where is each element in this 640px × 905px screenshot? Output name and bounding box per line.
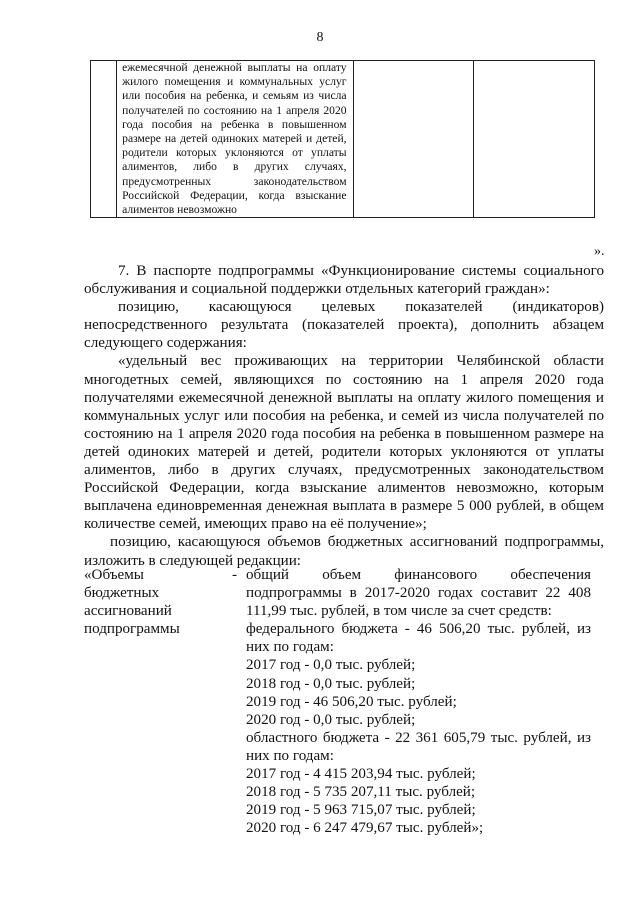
document-body <box>84 262 604 570</box>
paragraph-indicators: позицию, касающуюся целевых показателей (индикаторов) непосредственного результата (показателей проекта), дополнить абзацем следующего содержания: <box>84 299 604 352</box>
allocation-line: 2017 год - 4 415 203,94 тыс. рублей; <box>246 766 476 783</box>
allocation-dash: - <box>232 567 238 583</box>
table-cell-empty <box>353 61 474 218</box>
table-cell-description <box>117 61 353 218</box>
allocation-line: 2017 год - 0,0 тыс. рублей; <box>246 657 416 674</box>
table-cell-empty <box>474 61 595 218</box>
paragraph-item-7: 7. В паспорте подпрограммы «Функционирование системы социального обслуживания и социальной поддержки отдельных категорий граждан»: <box>84 263 604 298</box>
allocation-label-line: «Объемы <box>84 567 144 583</box>
allocation-label-line: подпрограммы <box>84 621 180 638</box>
allocation-line: 2020 год - 6 247 479,67 тыс. рублей»; <box>246 820 484 837</box>
table-cell-text: ежемесячной денежной выплаты на оплату жилого помещения и коммунальных услуг или пособия на ребенка, и семьям из числа получателей по состоянию на 1 апреля 2020 года пособия на ребенка в повышенном размере на детей одиноких матерей и детей, родители которых уклоняются от уплаты алиментов, либо в других случаях, предусмотренных законодательством Российской Федерации, когда взыскание алиментов невозможно <box>122 61 347 217</box>
allocation-line: 2020 год - 0,0 тыс. рублей; <box>246 711 416 728</box>
allocation-label-line: ассигнований <box>84 603 172 620</box>
continuation-table <box>90 60 595 218</box>
closing-quote: ». <box>594 244 605 259</box>
allocation-line: 2018 год - 0,0 тыс. рублей; <box>246 675 416 692</box>
page-number: 8 <box>316 30 324 45</box>
allocation-line: 2019 год - 46 506,20 тыс. рублей; <box>246 693 457 710</box>
allocation-line: 2019 год - 5 963 715,07 тыс. рублей; <box>246 802 476 819</box>
allocation-line: общий объем финансового обеспечения подпрограммы в 2017-2020 годах составит 22 408 111,99 тыс. рублей, в том числе за счет средств: <box>246 567 591 620</box>
paragraph-allocations: позицию, касающуюся объемов бюджетных ассигнований подпрограммы, изложить в следующей редакции: <box>84 534 604 569</box>
allocation-line: федерального бюджета - 46 506,20 тыс. рублей, из них по годам: <box>246 621 591 656</box>
paragraph-quote: «удельный вес проживающих на территории Челябинской области многодетных семей, являющихся по состоянию на 1 апреля 2020 года получателями ежемесячной денежной выплаты на оплату жилого помещения и коммунальных услуг или пособия на ребенка, и семей из числа получателей по состоянию на 1 апреля 2020 года пособия на ребенка в повышенном размере на детей одиноких матерей и детей, родители которых уклоняются от уплаты алиментов, либо в других случаях, предусмотренных законодательством Российской Федерации, когда взыскание алиментов невозможно, которым выплачена единовременная денежная выплата в размере 5 000 рублей, в общем количестве семей, имеющих право на её получение»; <box>84 353 604 533</box>
allocation-line: 2018 год - 5 735 207,11 тыс. рублей; <box>246 784 476 801</box>
table-cell-number <box>91 61 117 218</box>
allocation-line: областного бюджета - 22 361 605,79 тыс. рублей, из них по годам: <box>246 729 591 764</box>
allocation-content <box>246 566 591 837</box>
allocation-label <box>84 566 224 638</box>
allocation-label-line: бюджетных <box>84 585 160 602</box>
